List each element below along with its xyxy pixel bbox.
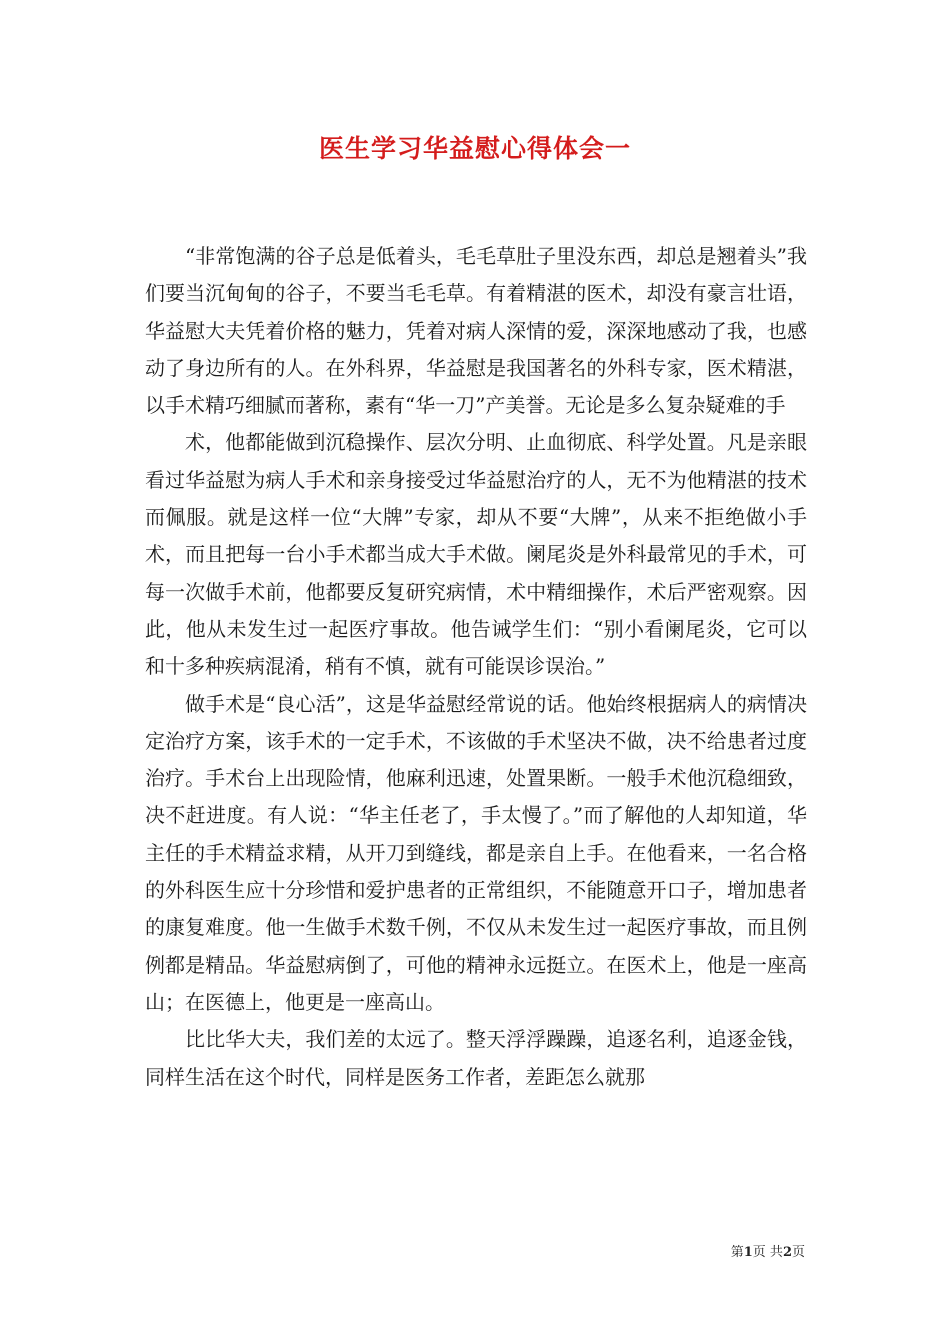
document-title: 医生学习华益慰心得体会一 (318, 134, 631, 163)
current-page-number: 1 (743, 1245, 753, 1260)
paragraph-4: 比比华大夫，我们差的太远了。整天浮浮躁躁，追逐名利，追逐金钱，同样生活在这个时代，同样是医务工作者，差距怎么就那 (145, 1027, 807, 1089)
paragraph-3: 做手术是“良心活”，这是华益慰经常说的话。他始终根据病人的病情决定治疗方案，该手术的一定手术，不该做的手术坚决不做，决不给患者过度治疗。手术台上出现险情，他麻利迅速，处置果断。一般手术他沉稳细致，决不赶进度。有人说：“华主任老了，手太慢了。”而了解他的人却知道，华主任的手术精益求精，从开刀到缝线，都是亲自上手。在他看来，一名合格的外科医生应十分珍惜和爱护患者的正常组织，不能随意开口子，增加患者的康复难度。他一生做手术数千例，不仅从未发生过一起医疗事故，而且例例都是精品。华益慰病倒了，可他的精神永远挺立。在医术上，他是一座高山；在医德上，他更是一座高山。 (145, 691, 807, 1014)
paragraph-1: “非常饱满的谷子总是低着头，毛毛草肚子里没东西，却总是翘着头”我们要当沉甸甸的谷子，不要当毛毛草。有着精湛的医术，却没有豪言壮语，华益慰大夫凭着价格的魅力，凭着对病人深情的爱，深深地感动了我，也感动了身边所有的人。在外科界，华益慰是我国著名的外科专家，医术精湛，以手术精巧细腻而著称，素有“华一刀”产美誉。无论是多么复杂疑难的手 (145, 244, 807, 418)
paragraph-2: 术，他都能做到沉稳操作、层次分明、止血彻底、科学处置。凡是亲眼看过华益慰为病人手术和亲身接受过华益慰治疗的人，无不为他精湛的技术而佩服。就是这样一位“大牌”专家，却从不要“大牌”，从来不拒绝做小手术，而且把每一台小手术都当成大手术做。阑尾炎是外科最常见的手术，可每一次做手术前，他都要反复研究病情，术中精细操作，术后严密观察。因此，他从未发生过一起医疗事故。他告诫学生们：“别小看阑尾炎，它可以和十多种疾病混淆，稍有不慎，就有可能误诊误治。” (145, 430, 807, 679)
page-suffix: 页 (791, 1245, 805, 1260)
document-body (145, 238, 807, 1096)
page-number-footer (731, 1244, 805, 1262)
total-pages-number: 2 (782, 1245, 792, 1260)
page-middle: 页 共 (752, 1245, 783, 1260)
page-prefix: 第 (730, 1245, 744, 1260)
